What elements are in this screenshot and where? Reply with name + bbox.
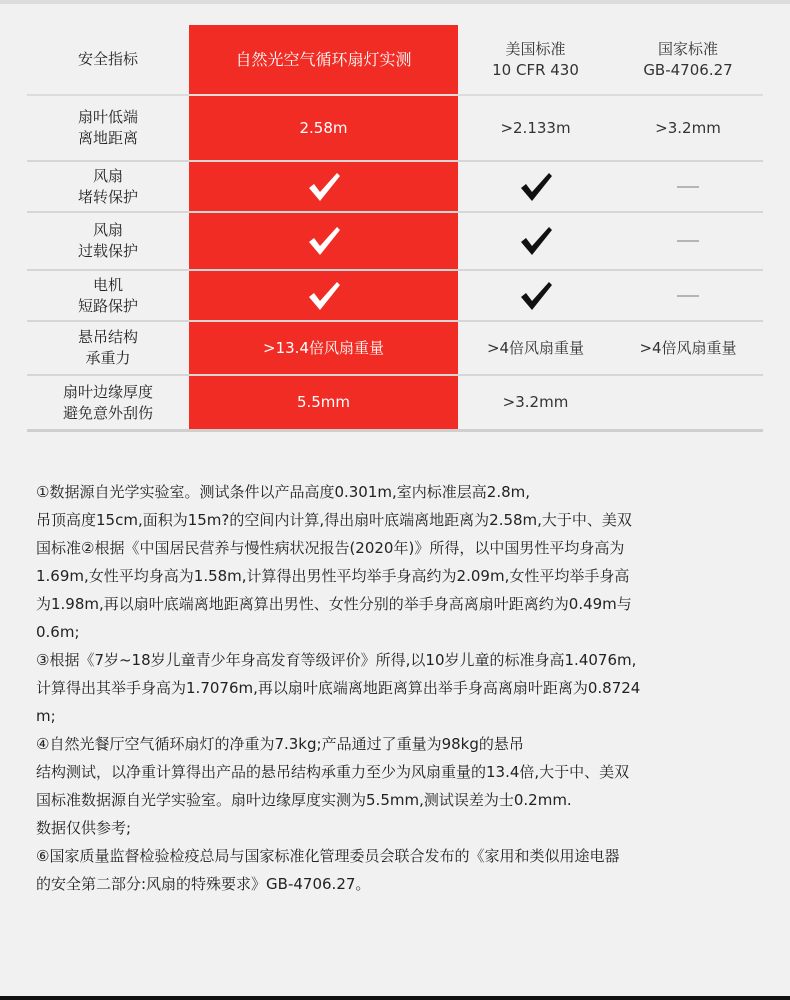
row-label-line: 扇叶低端: [77, 108, 138, 126]
us-standard-value: [458, 162, 613, 211]
footnote-line: ①数据源自光学实验室。测试条件以产品高度0.301m,室内标准层高2.8m,: [36, 483, 531, 501]
row-label-line: 短路保护: [77, 296, 138, 315]
table-row: [27, 96, 763, 162]
header-metric: 安全指标: [77, 50, 138, 68]
header-us-code: 10 CFR 430: [492, 60, 579, 79]
footnote-line: ③根据《7岁~18岁儿童青少年身高发育等级评价》所得,以10岁儿童的标准身高1.4076m,: [36, 651, 637, 669]
row-label: [27, 376, 189, 429]
check-icon: [519, 225, 553, 257]
cn-standard-value: [613, 162, 763, 211]
table-row: [27, 271, 763, 322]
check-icon: [307, 171, 341, 203]
safety-comparison-table: [27, 25, 763, 432]
table-row: [27, 162, 763, 213]
product-value: [189, 162, 458, 211]
row-label: [27, 322, 189, 374]
table-row: [27, 322, 763, 376]
header-product: 自然光空气循环扇灯实测: [235, 50, 412, 69]
footnotes: [36, 478, 770, 898]
footnote-line: ④自然光餐厅空气循环扇灯的净重为7.3kg;产品通过了重量为98kg的悬吊: [36, 735, 524, 753]
bottom-border: [0, 996, 790, 1000]
footnote-line: 计算得出其举手身高为1.7076m,再以扇叶底端离地距离算出举手身高离扇叶距离为0.8724: [36, 679, 641, 697]
us-standard-value: >4倍风扇重量: [486, 338, 585, 357]
cn-standard-value: [613, 213, 763, 269]
footnote-line: 国标准②根据《中国居民营养与慢性病状况报告(2020年)》所得，以中国男性平均身高为: [36, 539, 625, 557]
footnote-line: 吊顶高度15cm,面积为15m?的空间内计算,得出扇叶底端离地距离为2.58m,大于中、美双: [36, 511, 632, 529]
us-standard-value: >2.133m: [500, 118, 571, 137]
table-row: [27, 213, 763, 271]
product-value: >13.4倍风扇重量: [263, 338, 384, 357]
check-icon: [519, 171, 553, 203]
row-label: [27, 213, 189, 269]
header-cn-code: GB-4706.27: [643, 60, 733, 79]
table-row: [27, 376, 763, 432]
dash-icon: [677, 240, 699, 242]
dash-icon: [677, 186, 699, 188]
header-cn-standard: [613, 25, 763, 94]
us-standard-value: >3.2mm: [502, 393, 569, 411]
row-label-line: 电机: [92, 275, 123, 294]
product-value: [189, 213, 458, 269]
product-value: 2.58m: [299, 118, 348, 137]
footnote-line: 0.6m;: [36, 623, 80, 641]
row-label: [27, 162, 189, 211]
footnote-line: 国标准数据源自光学实验室。扇叶边缘厚度实测为5.5mm,测试误差为士0.2mm.: [36, 791, 572, 809]
row-label-line: 堵转保护: [77, 187, 138, 206]
footnote-line: m;: [36, 707, 56, 725]
product-value: 5.5mm: [296, 393, 351, 411]
footnote-line: 结构测试，以净重计算得出产品的悬吊结构承重力至少为风扇重量的13.4倍,大于中、美双: [36, 763, 630, 781]
row-label-line: 离地距离: [77, 129, 138, 147]
check-icon: [307, 280, 341, 312]
footnote-line: 为1.98m,再以扇叶底端离地距离算出男性、女性分别的举手身高离扇叶距离约为0.49m与: [36, 595, 632, 613]
us-standard-value: [458, 213, 613, 269]
header-us-standard: [458, 25, 613, 94]
check-icon: [519, 280, 553, 312]
check-icon: [307, 225, 341, 257]
row-label-line: 悬吊结构: [77, 328, 138, 346]
header-cn-title: 国家标准: [657, 39, 718, 58]
product-value: [189, 271, 458, 320]
row-label-line: 风扇: [92, 221, 123, 239]
footnote-line: ⑥国家质量监督检验检疫总局与国家标准化管理委员会联合发布的《家用和类似用途电器: [36, 847, 620, 865]
row-label-line: 风扇: [92, 166, 123, 185]
row-label-line: 避免意外刮伤: [62, 403, 153, 422]
footnote-line: 的安全第二部分:风扇的特殊要求》GB-4706.27。: [36, 875, 371, 893]
row-label-line: 承重力: [85, 349, 131, 367]
row-label: [27, 271, 189, 320]
row-label-line: 过载保护: [77, 242, 138, 260]
header-us-title: 美国标准: [505, 39, 566, 58]
dash-icon: [677, 295, 699, 297]
footnote-line: 1.69m,女性平均身高为1.58m,计算得出男性平均举手身高约为2.09m,女性平均举手身高: [36, 567, 630, 585]
us-standard-value: [458, 271, 613, 320]
cn-standard-value: >4倍风扇重量: [639, 338, 737, 357]
top-border: [0, 0, 790, 4]
footnote-line: 数据仅供参考;: [36, 819, 132, 837]
row-label: [27, 96, 189, 160]
cn-standard-value: [613, 271, 763, 320]
cn-standard-value: >3.2mm: [655, 118, 721, 137]
row-label-line: 扇叶边缘厚度: [62, 382, 153, 401]
cn-standard-value: [613, 376, 763, 429]
table-header-row: [27, 25, 763, 96]
